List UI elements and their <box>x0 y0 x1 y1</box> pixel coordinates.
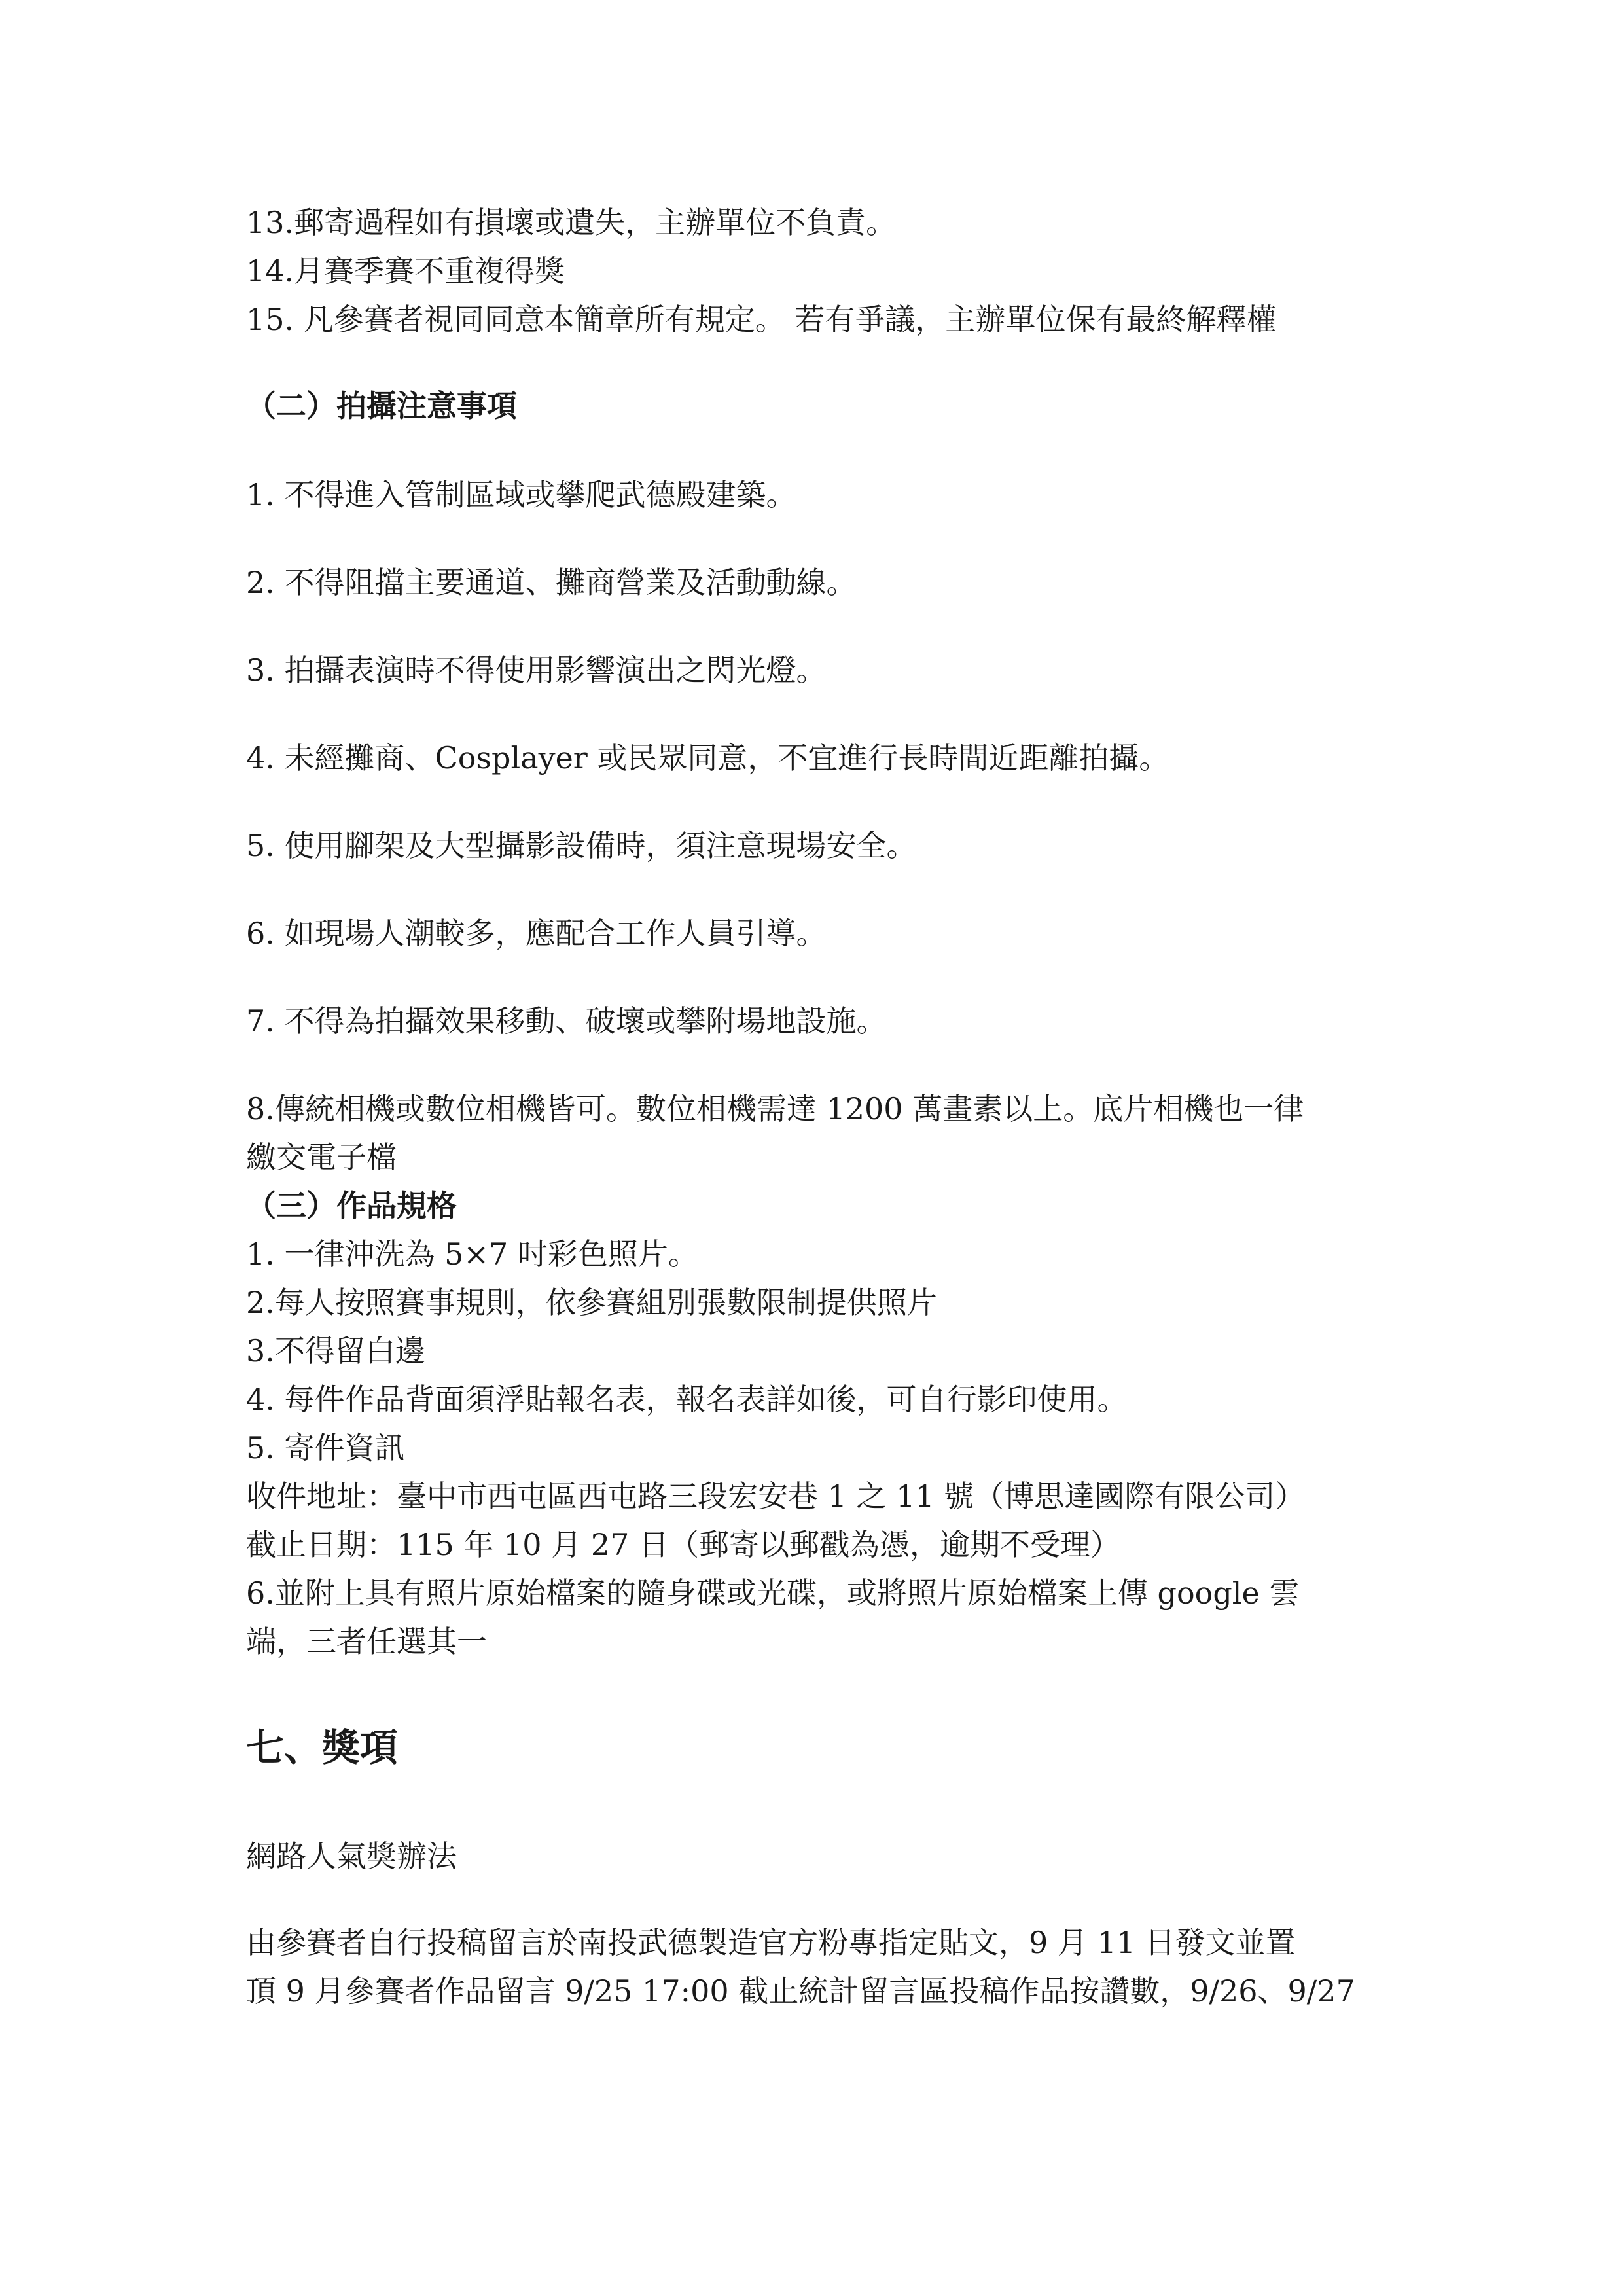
rule-15: 15. 凡參賽者視同同意本簡章所有規定。 若有爭議，主辦單位保有最終解釋權 <box>246 302 1277 337</box>
shooting-item-6: 6. 如現場人潮較多，應配合工作人員引導。 <box>246 916 827 951</box>
shooting-item-1: 1. 不得進入管制區域或攀爬武德殿建築。 <box>246 477 796 512</box>
spec-line-5: 5. 寄件資訊 <box>246 1430 405 1465</box>
shooting-item-3: 3. 拍攝表演時不得使用影響演出之閃光燈。 <box>246 653 827 688</box>
shooting-item-8-line-2: 繳交電子檔 <box>246 1139 397 1175</box>
awards-subheading: 網路人氣獎辦法 <box>246 1839 457 1874</box>
spec-line-4: 4. 每件作品背面須浮貼報名表，報名表詳如後，可自行影印使用。 <box>246 1382 1128 1417</box>
awards-paragraph-line-1: 由參賽者自行投稿留言於南投武德製造官方粉專指定貼文，9 月 11 日發文並置 <box>246 1925 1296 1960</box>
spec-heading: （三）作品規格 <box>246 1188 457 1223</box>
spec-line-1: 1. 一律沖洗為 5×7 吋彩色照片。 <box>246 1236 698 1272</box>
spec-address: 收件地址：臺中市西屯區西屯路三段宏安巷 1 之 11 號（博思達國際有限公司） <box>246 1479 1306 1514</box>
rule-13: 13.郵寄過程如有損壞或遺失，主辦單位不負責。 <box>246 205 897 240</box>
shooting-item-4: 4. 未經攤商、Cosplayer 或民眾同意，不宜進行長時間近距離拍攝。 <box>246 740 1169 776</box>
shooting-item-2: 2. 不得阻擋主要通道、攤商營業及活動動線。 <box>246 565 857 600</box>
spec-deadline: 截止日期：115 年 10 月 27 日（郵寄以郵戳為憑，逾期不受理） <box>246 1527 1120 1562</box>
rule-14: 14.月賽季賽不重複得獎 <box>246 253 565 289</box>
spec-line-6-cont: 端，三者任選其一 <box>246 1624 487 1659</box>
spec-line-3: 3.不得留白邊 <box>246 1333 425 1369</box>
spec-line-6: 6.並附上具有照片原始檔案的隨身碟或光碟，或將照片原始檔案上傳 google 雲 <box>246 1575 1300 1611</box>
spec-line-2: 2.每人按照賽事規則，依參賽組別張數限制提供照片 <box>246 1285 937 1320</box>
awards-paragraph-line-2: 頂 9 月參賽者作品留言 9/25 17:00 截止統計留言區投稿作品按讚數，9/26、9/27 <box>246 1973 1355 2009</box>
shooting-item-5: 5. 使用腳架及大型攝影設備時，須注意現場安全。 <box>246 828 917 863</box>
shooting-notes-heading: （二）拍攝注意事項 <box>246 388 517 423</box>
shooting-item-7: 7. 不得為拍攝效果移動、破壞或攀附場地設施。 <box>246 1003 887 1039</box>
shooting-item-8-line-1: 8.傳統相機或數位相機皆可。數位相機需達 1200 萬畫素以上。底片相機也一律 <box>246 1091 1304 1126</box>
awards-heading: 七、獎項 <box>246 1725 399 1770</box>
